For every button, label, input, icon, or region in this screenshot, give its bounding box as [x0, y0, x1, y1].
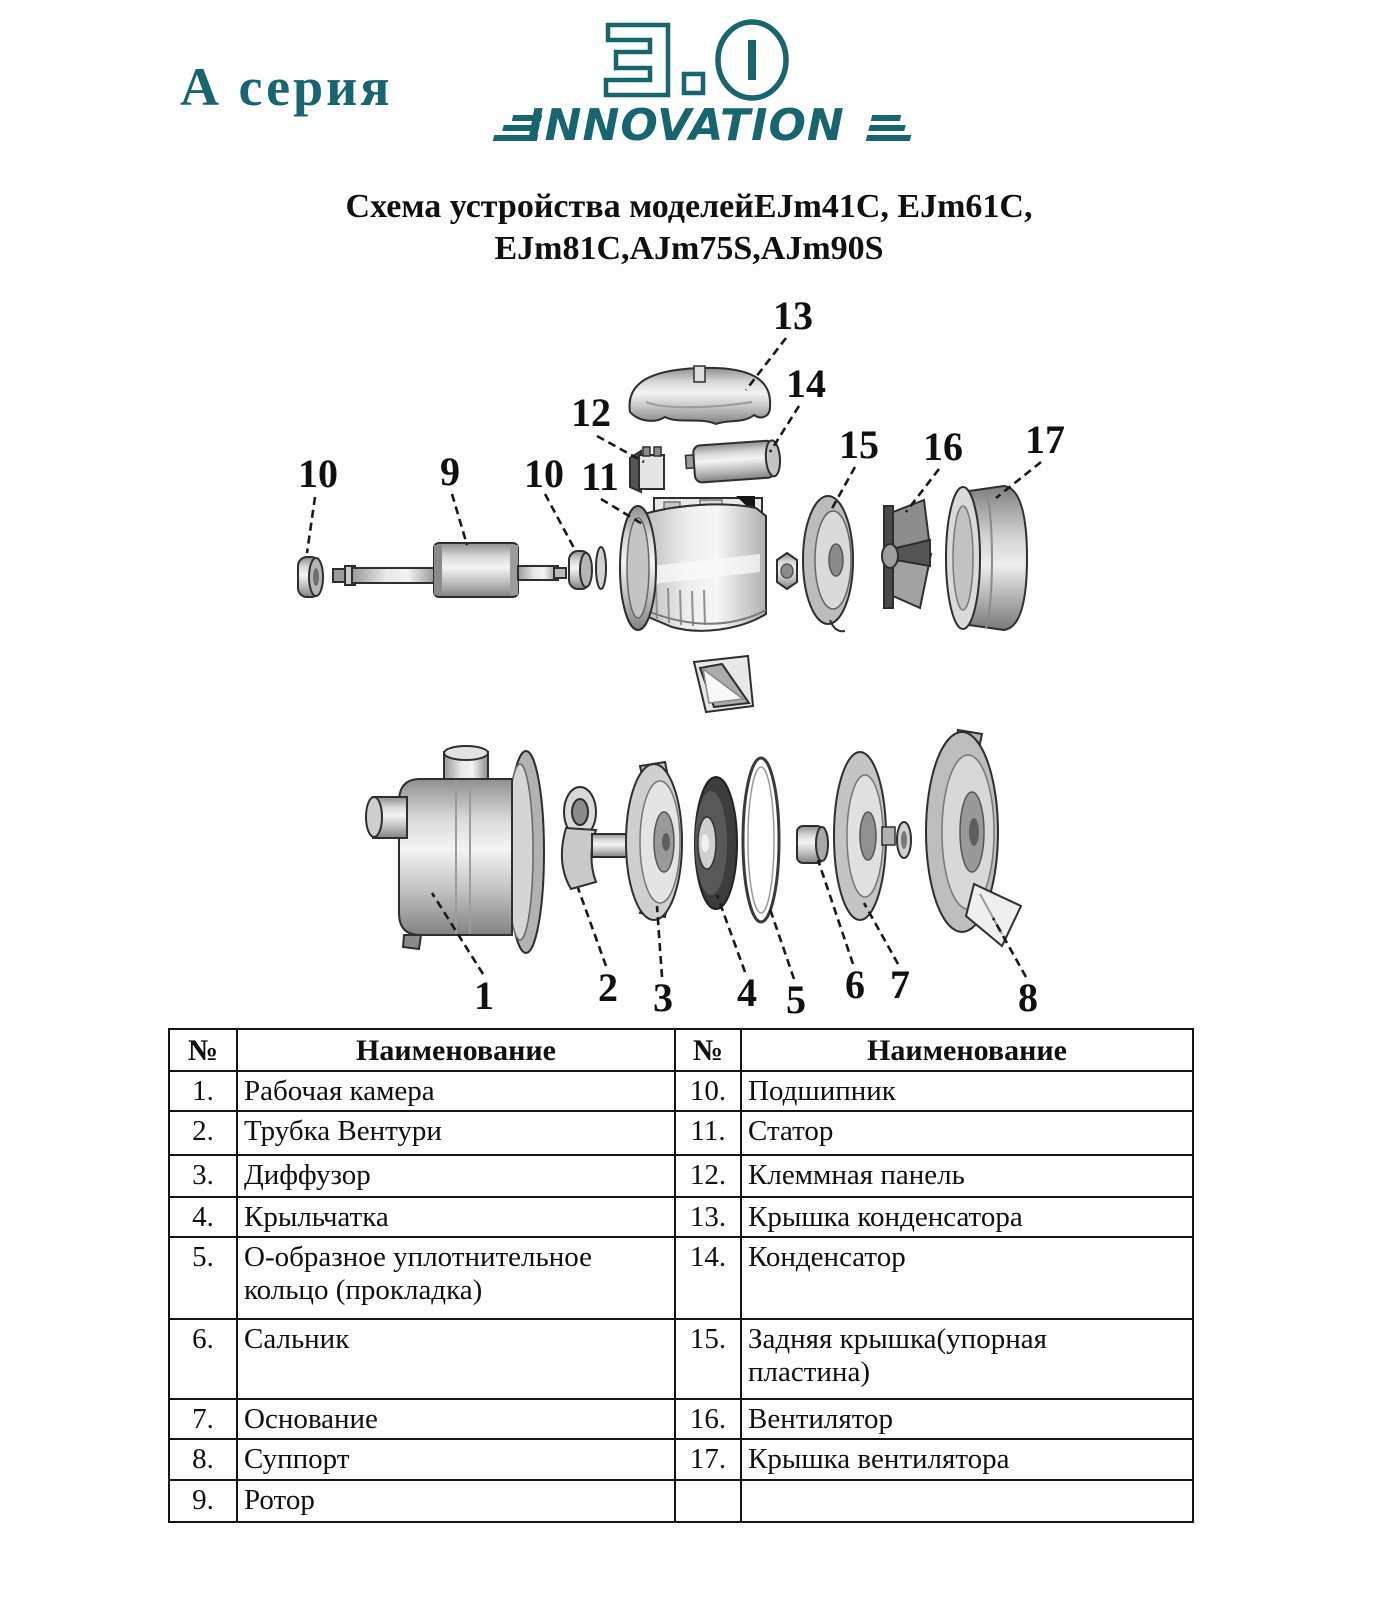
- part-number-cell: 2.: [169, 1111, 237, 1155]
- callout-4: 4: [737, 970, 757, 1015]
- empty-cell: [675, 1480, 741, 1522]
- part-name-cell: Крышка вентилятора: [741, 1439, 1193, 1480]
- series-title: А серия: [180, 57, 393, 117]
- callout-6: 6: [845, 962, 865, 1007]
- logo-right-lines-icon: [866, 115, 916, 141]
- part-impeller: [695, 777, 737, 909]
- part-fan: [882, 500, 931, 608]
- part-hex-nut: [777, 553, 797, 589]
- part-number-cell: 1.: [169, 1071, 237, 1111]
- table-row: [169, 1319, 1193, 1399]
- empty-cell: [741, 1480, 1193, 1522]
- part-capacitor-cover: [630, 366, 771, 424]
- part-number-cell: 7.: [169, 1399, 237, 1439]
- table-row: [169, 1480, 1193, 1522]
- part-name-cell: Сальник: [237, 1319, 675, 1399]
- part-number-cell: 11.: [675, 1111, 741, 1155]
- callout-17: 17: [1025, 417, 1065, 462]
- part-number-cell: 8.: [169, 1439, 237, 1480]
- part-name-cell: О-образное уплотнительное кольцо (прокладка): [237, 1237, 675, 1319]
- logo-wordmark: INNOVATION: [527, 100, 845, 151]
- part-rear-cover: [803, 496, 853, 631]
- part-name-cell: Крыльчатка: [237, 1197, 675, 1237]
- table-row: [169, 1237, 1193, 1319]
- part-name-cell: Трубка Вентури: [237, 1111, 675, 1155]
- logo-dot: [684, 74, 703, 93]
- col-header-name-right: Наименование: [741, 1029, 1193, 1071]
- callout-13: 13: [773, 293, 813, 338]
- part-number-cell: 16.: [675, 1399, 741, 1439]
- table-row: [169, 1197, 1193, 1237]
- callout-16: 16: [923, 424, 963, 469]
- part-o-ring: [743, 758, 779, 922]
- part-number-cell: 10.: [675, 1071, 741, 1111]
- part-pump-chamber: [366, 746, 544, 953]
- part-stator: [620, 496, 766, 631]
- page-title: [0, 186, 1378, 270]
- callout-5: 5: [786, 977, 806, 1022]
- callout-12: 12: [571, 390, 611, 435]
- part-number-cell: 14.: [675, 1237, 741, 1319]
- logo-glyph-0-bar: [748, 40, 756, 80]
- part-number-cell: 4.: [169, 1197, 237, 1237]
- part-name-cell: Рабочая камера: [237, 1071, 675, 1111]
- part-number-cell: 3.: [169, 1155, 237, 1197]
- callout-10b: 10: [524, 451, 564, 496]
- part-name-cell: Крышка конденсатора: [741, 1197, 1193, 1237]
- part-bearing-left: [298, 557, 323, 597]
- col-header-num-left: №: [169, 1029, 237, 1071]
- part-number-cell: 6.: [169, 1319, 237, 1399]
- part-name-cell: Основание: [237, 1399, 675, 1439]
- part-seal: [797, 826, 828, 863]
- page-title-line1: Схема устройства моделейEJm41C, EJm61C,: [345, 188, 1033, 225]
- col-header-name-left: Наименование: [237, 1029, 675, 1071]
- col-header-num-right: №: [675, 1029, 741, 1071]
- part-fan-cover: [946, 486, 1027, 630]
- callout-10a: 10: [298, 451, 338, 496]
- part-support-wedge: [694, 656, 753, 712]
- table-row: [169, 1399, 1193, 1439]
- part-number-cell: 12.: [675, 1155, 741, 1197]
- part-washer: [897, 822, 911, 858]
- part-number-cell: 5.: [169, 1237, 237, 1319]
- callout-9: 9: [440, 449, 460, 494]
- part-name-cell: Ротор: [237, 1480, 675, 1522]
- callout-8: 8: [1018, 975, 1038, 1020]
- part-number-cell: 9.: [169, 1480, 237, 1522]
- callout-15: 15: [839, 422, 879, 467]
- part-name-cell: Конденсатор: [741, 1237, 1193, 1319]
- table-row: [169, 1071, 1193, 1111]
- part-name-cell: Задняя крышка(упорная пластина): [741, 1319, 1193, 1399]
- logo-mark-3-0: [606, 22, 786, 98]
- part-bearing-right: [569, 547, 606, 589]
- part-terminal-panel: [630, 447, 664, 492]
- part-number-cell: 15.: [675, 1319, 741, 1399]
- part-rotor: [333, 543, 566, 597]
- part-name-cell: Вентилятор: [741, 1399, 1193, 1439]
- part-number-cell: 13.: [675, 1197, 741, 1237]
- part-name-cell: Подшипник: [741, 1071, 1193, 1111]
- part-base: [834, 752, 895, 920]
- table-row: [169, 1155, 1193, 1197]
- logo-glyph-3: [606, 25, 668, 95]
- part-number-cell: 17.: [675, 1439, 741, 1480]
- table-header-row: [169, 1029, 1193, 1071]
- callout-3: 3: [653, 975, 673, 1020]
- callout-1: 1: [474, 973, 494, 1018]
- callout-2: 2: [598, 965, 618, 1010]
- part-name-cell: Клеммная панель: [741, 1155, 1193, 1197]
- page-title-line2: EJm81C,AJm75S,AJm90S: [494, 230, 884, 267]
- table-row: [169, 1439, 1193, 1480]
- part-support-bracket: [926, 730, 1021, 946]
- callout-7: 7: [890, 962, 910, 1007]
- part-diffuser: [626, 762, 682, 920]
- part-name-cell: Статор: [741, 1111, 1193, 1155]
- table-row: [169, 1111, 1193, 1155]
- callout-14: 14: [786, 361, 826, 406]
- part-name-cell: Суппорт: [237, 1439, 675, 1480]
- part-name-cell: Диффузор: [237, 1155, 675, 1197]
- part-capacitor: [685, 440, 781, 483]
- callout-11: 11: [581, 454, 619, 499]
- parts-table: [168, 1028, 1194, 1523]
